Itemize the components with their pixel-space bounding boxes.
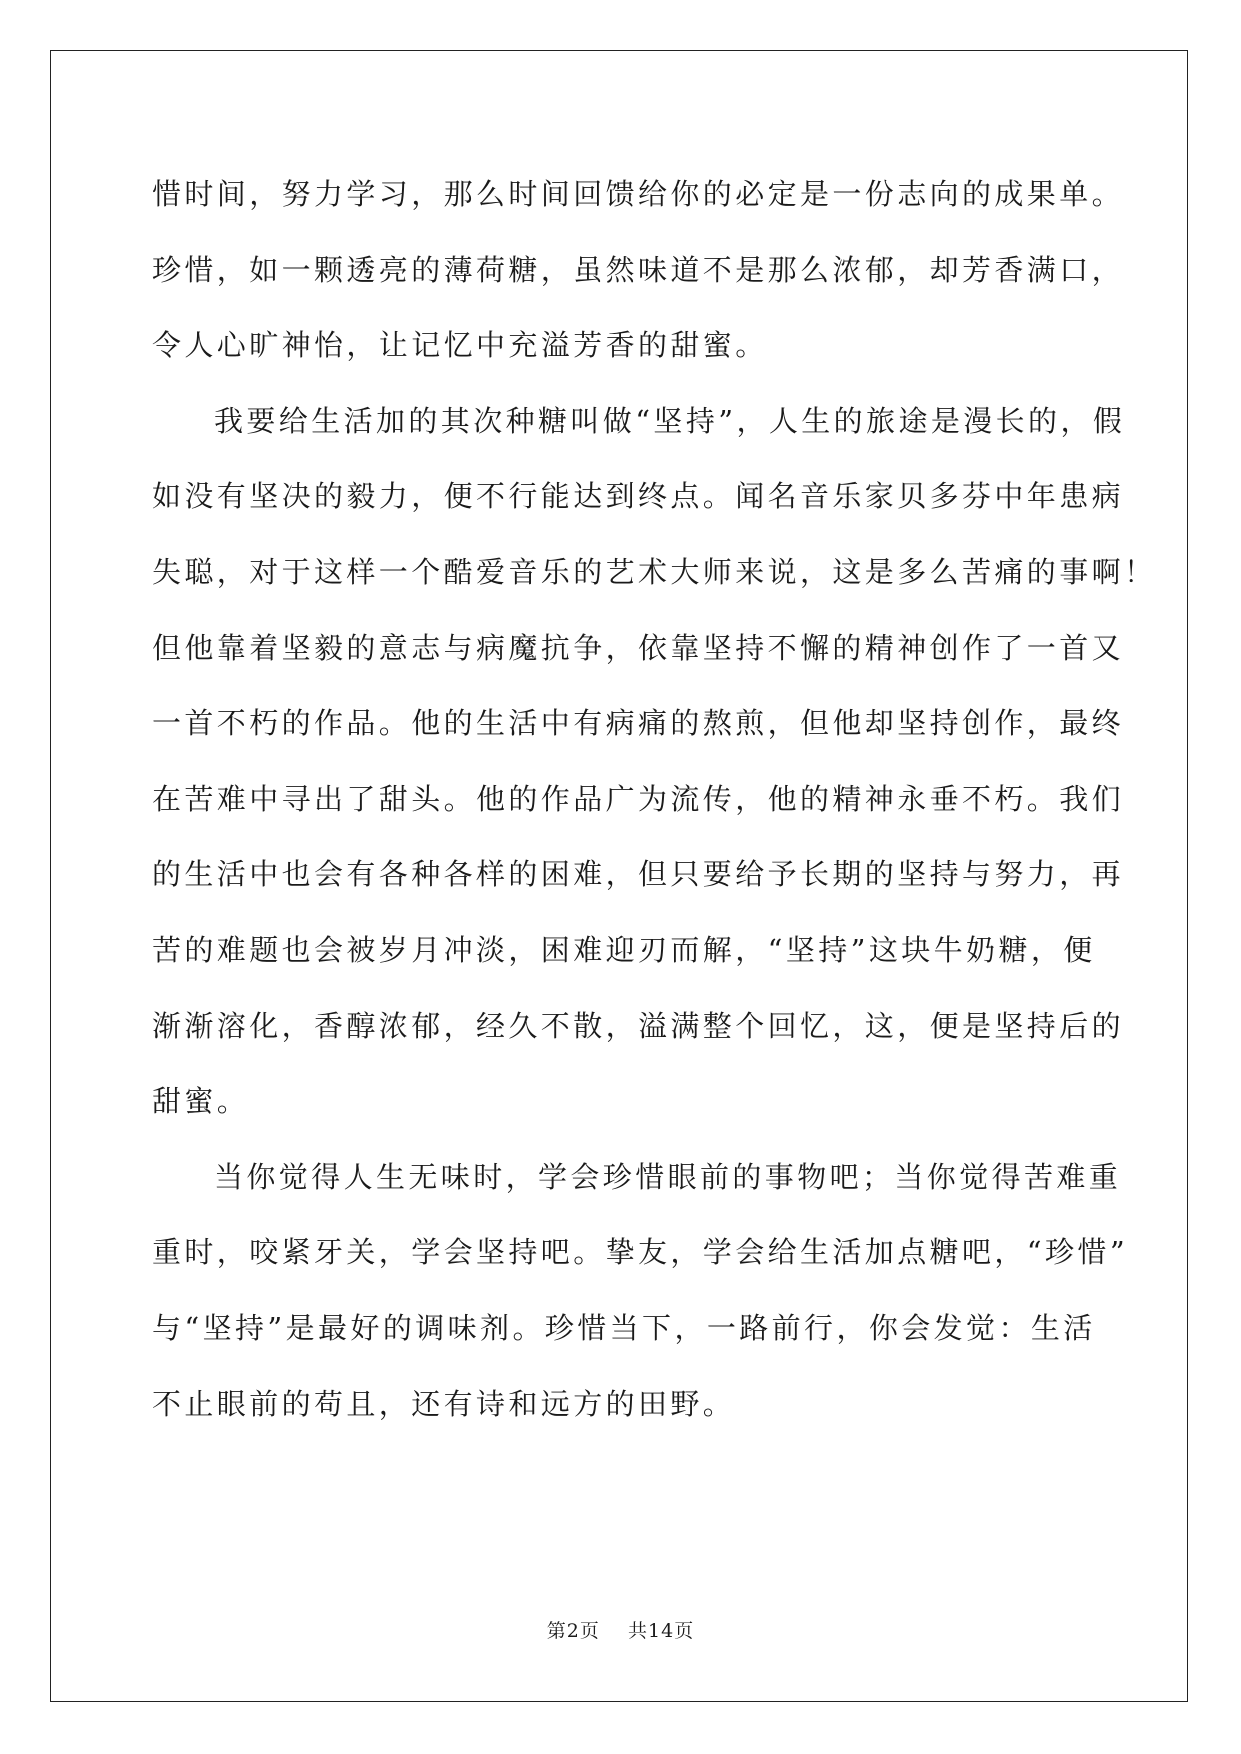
- text-line: 渐渐溶化，香醇浓郁，经久不散，溢满整个回忆，这，便是坚持后的: [152, 1008, 1125, 1043]
- paragraph-start-line: 当你觉得人生无味时，学会珍惜眼前的事物吧；当你觉得苦难重: [214, 1159, 1122, 1194]
- text-line: 一首不朽的作品。他的生活中有病痛的熬煎，但他却坚持创作，最终: [152, 706, 1125, 741]
- text-line: 重时，咬紧牙关，学会坚持吧。挚友，学会给生活加点糖吧，“珍惜”: [152, 1235, 1129, 1270]
- text-line: 失聪，对于这样一个酷爱音乐的艺术大师来说，这是多么苦痛的事啊！: [152, 554, 1157, 589]
- page-footer: [0, 1616, 1241, 1643]
- text-line: 苦的难题也会被岁月冲淡，困难迎刃而解，“坚持”这块牛奶糖，便: [152, 932, 1096, 967]
- paragraph-start-line: 我要给生活加的其次种糖叫做“坚持”，人生的旅途是漫长的，假: [214, 403, 1126, 438]
- text-line: 但他靠着坚毅的意志与病魔抗争，依靠坚持不懈的精神创作了一首又: [152, 630, 1125, 665]
- text-line: 与“坚持”是最好的调味剂。珍惜当下，一路前行，你会发觉：生活: [152, 1310, 1096, 1345]
- text-line: 令人心旷神怡，让记忆中充溢芳香的甜蜜。: [152, 328, 768, 363]
- text-line: 惜时间，努力学习，那么时间回馈给你的必定是一份志向的成果单。: [152, 177, 1125, 211]
- text-line: 如没有坚决的毅力，便不行能达到终点。闻名音乐家贝多芬中年患病: [152, 479, 1125, 514]
- page-total: 共14页: [628, 1620, 695, 1642]
- text-line: 甜蜜。: [152, 1084, 250, 1119]
- page-number: 第2页: [546, 1620, 600, 1642]
- text-line: 珍惜，如一颗透亮的薄荷糖，虽然味道不是那么浓郁，却芳香满口，: [152, 252, 1125, 287]
- text-line: 不止眼前的苟且，还有诗和远方的田野。: [152, 1386, 736, 1421]
- document-body: [152, 157, 1157, 1442]
- text-line: 在苦难中寻出了甜头。他的作品广为流传，他的精神永垂不朽。我们: [152, 781, 1125, 816]
- text-line: 的生活中也会有各种各样的困难，但只要给予长期的坚持与努力，再: [152, 857, 1125, 892]
